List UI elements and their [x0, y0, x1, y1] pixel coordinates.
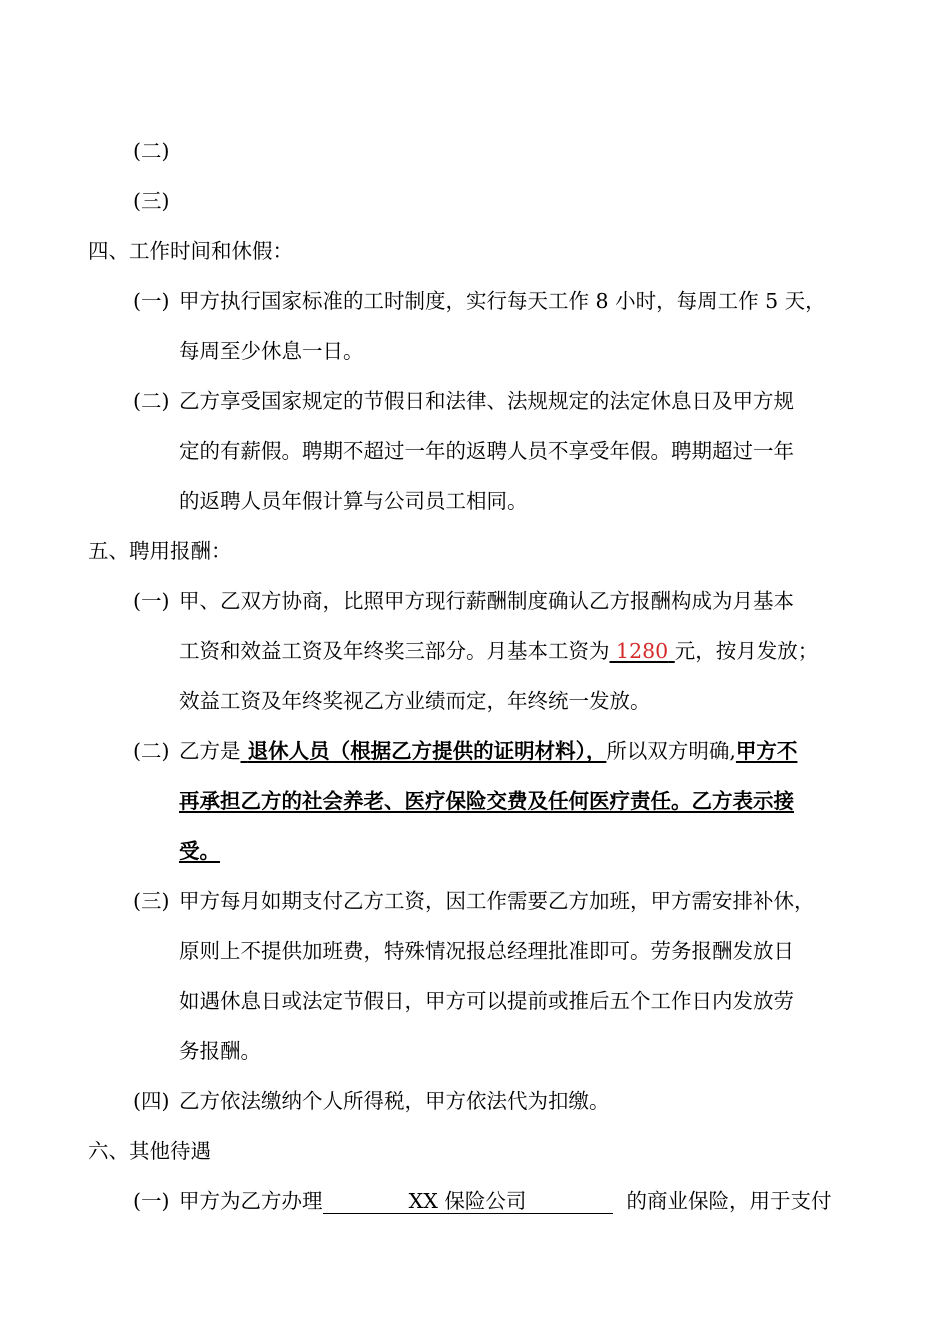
clause-text: 的商业保险，用于支付 — [626, 1189, 832, 1213]
clause-text: 工资和效益工资及年终奖三部分。月基本工资为 — [179, 639, 610, 663]
clause-text: 效益工资及年终奖视乙方业绩而定，年终统一发放。 — [179, 689, 651, 713]
clause-text: 原则上不提供加班费，特殊情况报总经理批准即可。劳务报酬发放日 — [179, 939, 794, 963]
clause-text: 的返聘人员年假计算与公司员工相同。 — [179, 489, 528, 513]
retiree-status: 退休人员（根据乙方提供的证明材料）， — [247, 739, 607, 763]
insurer-field[interactable]: XX 保险公司 — [323, 1189, 613, 1214]
clause-line — [133, 386, 794, 416]
item-number: (二) — [133, 389, 170, 413]
salary-value: 1280 — [616, 639, 669, 663]
clause-text: 务报酬。 — [179, 1039, 261, 1063]
clause-text: 如遇休息日或法定节假日，甲方可以提前或推后五个工作日内发放劳 — [179, 989, 794, 1013]
item-number: (三) — [133, 889, 170, 913]
clause-text: 乙方享受国家规定的节假日和法律、法规规定的法定休息日及甲方规 — [179, 389, 794, 413]
item-number: (二) — [133, 739, 170, 763]
clause-text: 甲方执行国家标准的工时制度，实行每天工作 8 小时，每周工作 5 天， — [179, 289, 826, 313]
clause-emphasis: 受。 — [179, 839, 220, 863]
clause-text: 乙方依法缴纳个人所得税，甲方依法代为扣缴。 — [179, 1089, 610, 1113]
clause-text: 乙方是 — [179, 739, 241, 763]
section-heading: 四、工作时间和休假： — [88, 239, 293, 263]
clause-text: 定的有薪假。聘期不超过一年的返聘人员不享受年假。聘期超过一年 — [179, 439, 794, 463]
clause-line — [133, 886, 815, 916]
clause-text: 元，按月发放； — [674, 639, 819, 663]
clause-emphasis: 再承担乙方的社会养老、医疗保险交费及任何医疗责任。乙方表示接 — [179, 789, 794, 813]
clause-text: 甲、乙双方协商，比照甲方现行薪酬制度确认乙方报酬构成为月基本 — [179, 589, 794, 613]
clause-emphasis: 甲方不 — [735, 739, 798, 763]
clause-text: 甲方每月如期支付乙方工资，因工作需要乙方加班，甲方需安排补休， — [179, 889, 815, 913]
item-number: (一) — [133, 589, 170, 613]
clause-line — [133, 1086, 610, 1116]
item-number: (一) — [133, 1189, 170, 1213]
clause-text: 每周至少休息一日。 — [179, 339, 364, 363]
clause-text: 甲方为乙方办理 — [179, 1189, 323, 1213]
item-number: (四) — [133, 1089, 170, 1113]
clause-line — [133, 286, 826, 316]
section-heading: 六、其他待遇 — [88, 1139, 211, 1163]
section-heading: 五、聘用报酬： — [88, 539, 232, 563]
clause-line — [133, 1186, 832, 1216]
clause-line — [179, 636, 818, 666]
item-number: (一) — [133, 289, 170, 313]
clause-line — [133, 736, 797, 766]
item-number: (三) — [133, 189, 170, 213]
item-number: (二) — [133, 139, 170, 163]
clause-line — [133, 586, 794, 616]
clause-text: 所以双方明确, — [606, 739, 736, 763]
